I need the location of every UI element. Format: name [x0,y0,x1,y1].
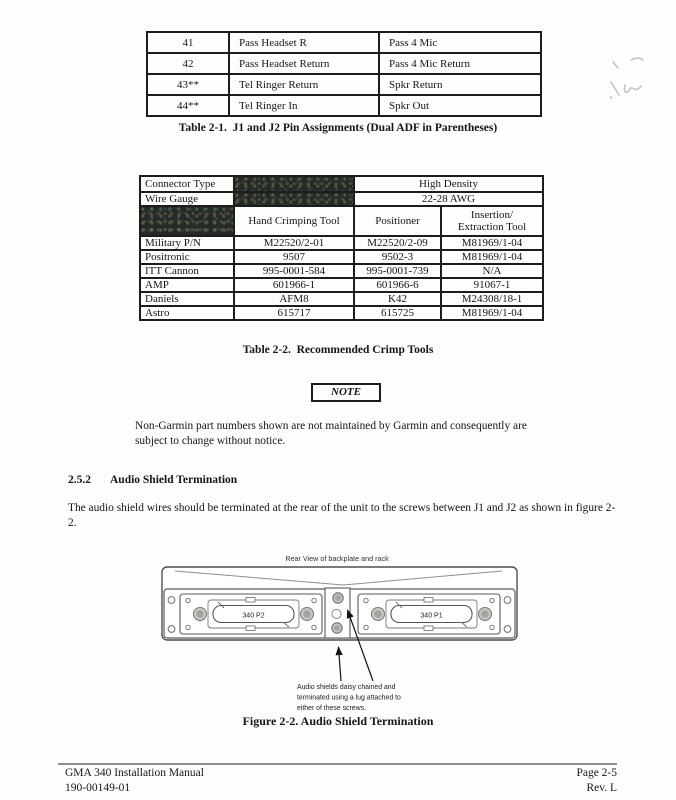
j1-cell: Pass Headset R [229,32,379,53]
column-header [441,206,543,236]
footer-right [576,766,617,795]
pin-cell: 43** [147,74,229,95]
vendor-cell: Astro [140,306,234,320]
vendor-cell: Daniels [140,292,234,306]
part-cell: K42 [354,292,441,306]
part-cell: M22520/2-09 [354,236,441,250]
pin-assignments-table [146,31,542,117]
column-header: Hand Crimping Tool [234,206,354,236]
column-header-line: Insertion/ [470,209,514,221]
header-cell: Connector Type [140,176,234,192]
part-number: 190-00149-01 [65,781,131,794]
header-cell: Wire Gauge [140,192,234,206]
figure-2-2-drawing [150,552,530,712]
table-row [140,264,543,278]
part-cell: 995-0001-584 [234,264,354,278]
j1-cell: Tel Ringer Return [229,74,379,95]
j2-cell: Spkr Return [379,74,541,95]
part-cell: M22520/2-01 [234,236,354,250]
svg-text:terminated using a lug attache: terminated using a lug attached to [297,694,401,702]
j2-cell: Pass 4 Mic [379,32,541,53]
section-heading [68,474,237,486]
part-cell: 615717 [234,306,354,320]
shield-screw-panel [325,588,350,638]
shaded-cell [140,206,234,236]
part-cell: 9507 [234,250,354,264]
table-2-1-caption: Table 2-1. J1 and J2 Pin Assignments (Dual ADF in Parentheses) [178,122,498,134]
part-cell: M81969/1-04 [441,250,543,264]
shaded-cell [234,192,354,206]
j1-cell: Tel Ringer In [229,95,379,116]
vendor-cell: AMP [140,278,234,292]
table-row [140,292,543,306]
table-row [147,32,541,53]
table-row [147,53,541,74]
table-row [140,250,543,264]
column-header: Positioner [354,206,441,236]
part-cell: 91067-1 [441,278,543,292]
handwritten-mark [598,52,662,110]
header-cell: High Density [354,176,543,192]
crimp-tools-table [139,175,544,321]
j1-cell: Pass Headset Return [229,53,379,74]
page-number: Page 2-5 [576,767,617,779]
connector-p2 [180,594,322,634]
table-row [147,95,541,116]
note-box [311,383,381,402]
part-cell: M81969/1-04 [441,236,543,250]
pin-cell: 41 [147,32,229,53]
table-row [140,176,543,192]
figure-2-2-caption: Figure 2-2. Audio Shield Termination [242,714,434,728]
part-cell: 601966-6 [354,278,441,292]
note-label: NOTE [331,386,361,398]
part-cell: N/A [441,264,543,278]
pin-cell: 42 [147,53,229,74]
center-hole [332,609,341,618]
vendor-cell: Positronic [140,250,234,264]
revision: Rev. L [586,781,617,794]
manual-title: GMA 340 Installation Manual [65,767,204,779]
footer-rule [58,763,617,765]
connector-p1 [358,594,500,634]
part-cell: M24308/18-1 [441,292,543,306]
table-row [140,306,543,320]
connector-p1-label: 340 P1 [420,612,443,620]
connector-p2-label: 340 P2 [242,612,265,620]
footer-left [65,766,204,795]
table-2-2-caption: Table 2-2. Recommended Crimp Tools [242,344,434,356]
shaded-cell [234,176,354,192]
pin-cell: 44** [147,95,229,116]
header-cell: 22-28 AWG [354,192,543,206]
section-number: 2.5.2 [68,474,91,486]
note-text: Non-Garmin part numbers shown are not maintained by Garmin and consequently are subject to change without notice. [135,420,527,447]
j2-cell: Spkr Out [379,95,541,116]
table-row [140,206,543,236]
section-body: The audio shield wires should be terminated at the rear of the unit to the screws between J1 and J2 as shown in figure 2-2. [68,502,616,529]
table-row [140,278,543,292]
section-title: Audio Shield Termination [110,474,238,486]
svg-text:either of these screws.: either of these screws. [297,705,366,712]
part-cell: 995-0001-739 [354,264,441,278]
table-row [147,74,541,95]
part-cell: 601966-1 [234,278,354,292]
j2-cell: Pass 4 Mic Return [379,53,541,74]
vendor-cell: ITT Cannon [140,264,234,278]
column-header-line: Extraction Tool [457,221,527,233]
svg-text:Audio shields daisy chained an: Audio shields daisy chained and [297,684,396,691]
table-row [140,236,543,250]
part-cell: M81969/1-04 [441,306,543,320]
part-cell: 615725 [354,306,441,320]
table-row [140,192,543,206]
part-cell: AFM8 [234,292,354,306]
figure-annotation [297,684,401,712]
vendor-cell: Military P/N [140,236,234,250]
figure-top-label: Rear View of backplate and rack [285,554,389,563]
part-cell: 9502-3 [354,250,441,264]
